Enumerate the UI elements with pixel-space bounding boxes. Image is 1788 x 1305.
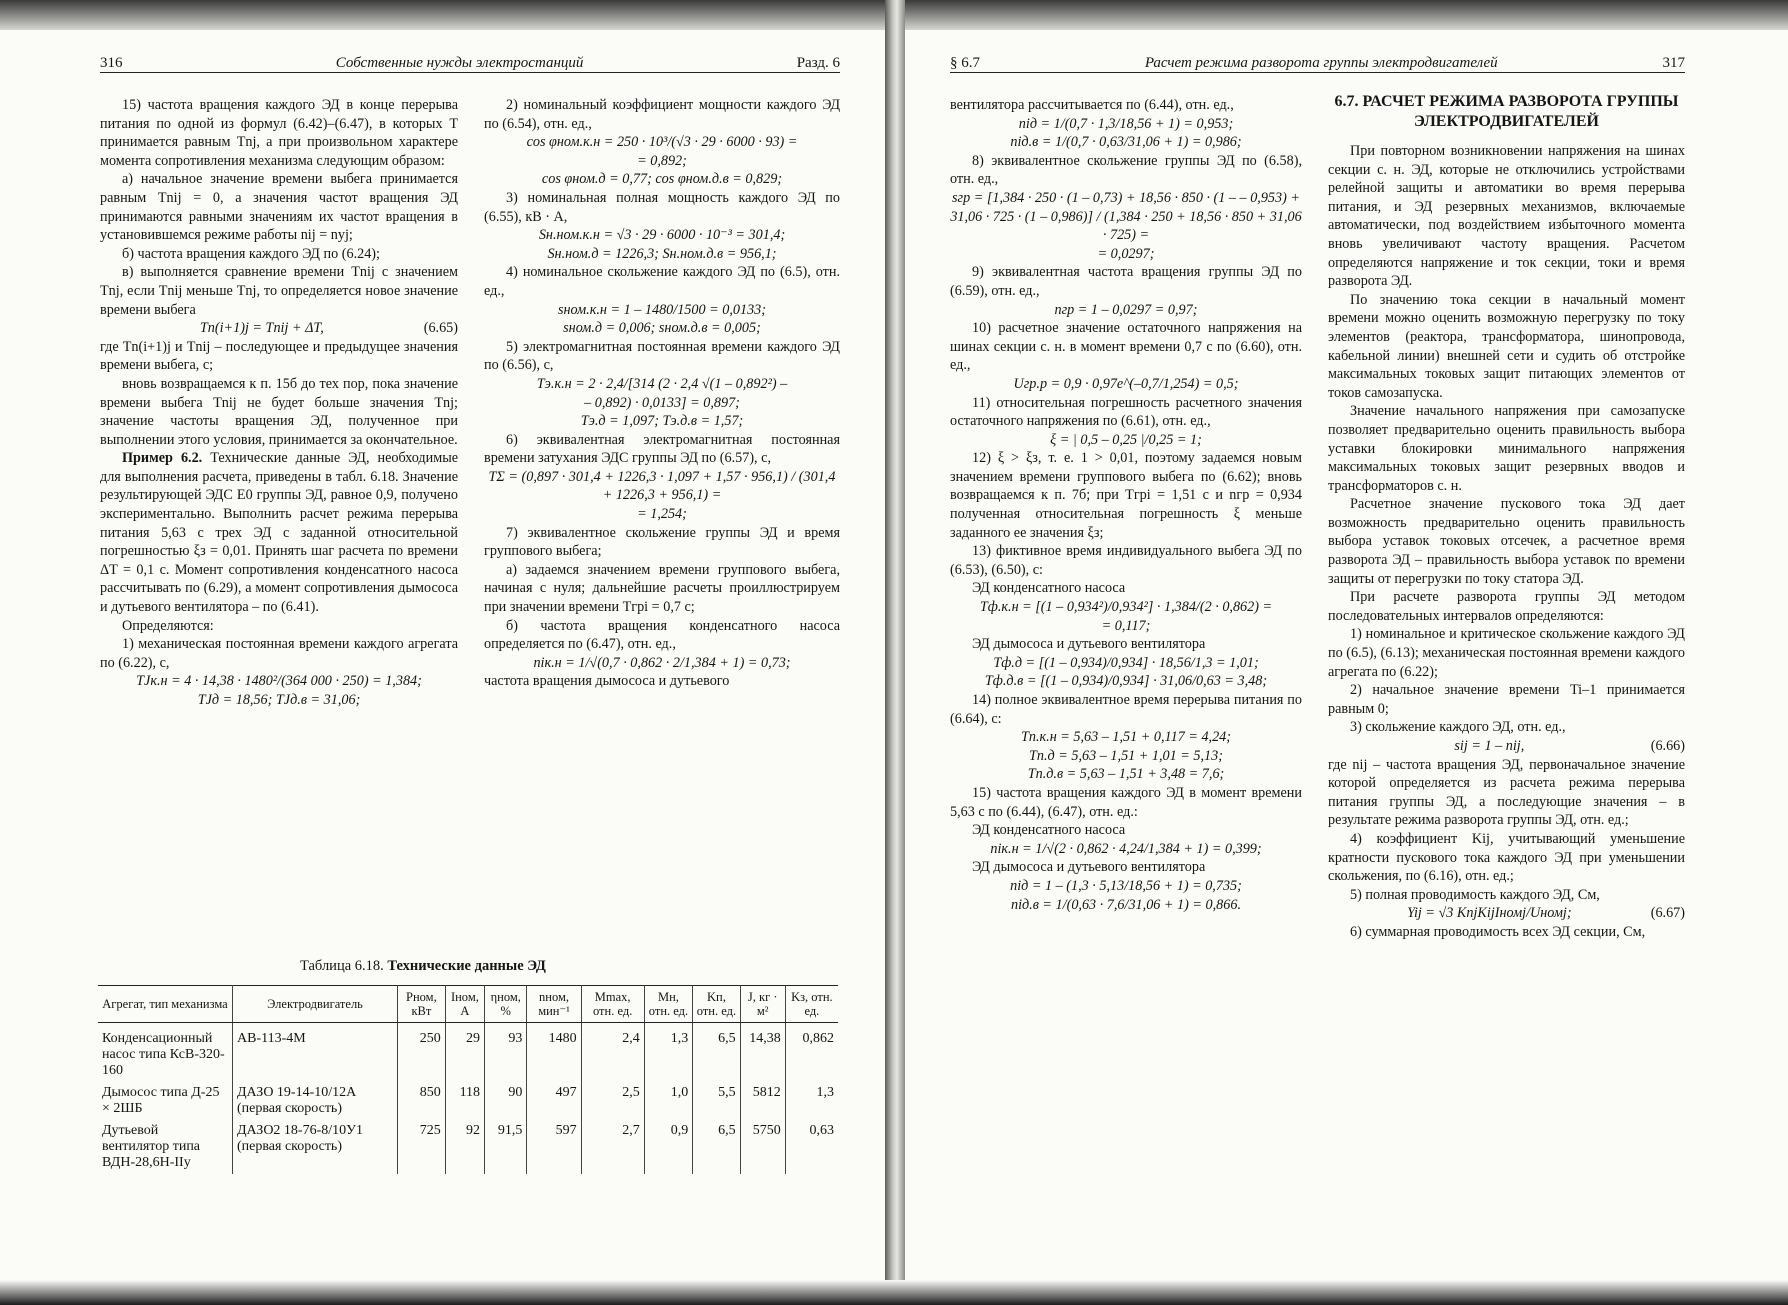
formula: sij = 1 – nij, (6.66) (1454, 738, 1685, 754)
table-cell: ДАЗО2 18-76-8/10У1 (первая скорость) (233, 1120, 398, 1174)
table-cell: 0,862 (802, 1031, 834, 1046)
table-cell: 118 (445, 1082, 484, 1120)
table-caption-title: Технические данные ЭД (387, 958, 546, 974)
formula: Tф.д = [(1 – 0,934)/0,934] · 18,56/1,3 = 1,01; (993, 654, 1259, 671)
table-cell: 93 (485, 1023, 527, 1083)
paragraph: ЭД конденсатного насоса (972, 822, 1126, 839)
technical-data-table (98, 985, 838, 1174)
left-page-number: 316 (100, 55, 123, 71)
table-row (98, 1023, 838, 1083)
left-column-1 (100, 96, 458, 710)
paragraph: 2) номинальный коэффициент мощности каждого ЭД по (6.54), отн. ед., (484, 97, 840, 132)
column-header: Kп, отн. ед. (693, 986, 740, 1023)
example-paragraph: Пример 6.2. Технические данные ЭД, необходимые для выполнения расчета, приведены в табл. 6.18. Значение результирующей ЭДС E0 группы ЭД, равное 0,9, получено экспериментально. Выполнить расчет режима перерыва питания 5,63 с трех ЭД с заданной относительной погрешностью ξз = 0,01. Принять шаг расчета по времени ΔT = 0,1 с. Момент сопротивления конденсатного насоса рассчитывать по (6.29), а момент сопротивления дымососа и дутьевого вентилятора – по (6.41). (100, 450, 459, 616)
left-header-section: Разд. 6 (796, 55, 840, 71)
table-caption-prefix: Таблица 6.18. (300, 958, 384, 974)
table-header-row (98, 986, 838, 1023)
paragraph: частота вращения дымососа и дутьевого (484, 673, 730, 690)
table-cell: 250 (398, 1023, 446, 1083)
column-header: Mmax, отн. ед. (581, 986, 644, 1023)
paragraph: При повторном возникновении напряжения на шинах секции с. н. ЭД, которые не отключились устройствами релейной защиты и автоматики во время перерыва питания, и ЭД резервных механизмов, включаемые автоматически, под воздействием избыточного момента вновь увеличивают частоту вращения. Расчетом определяются напряжение и ток секции, токи и время разворота ЭД. (1328, 143, 1685, 290)
paragraph: Значение начального напряжения при самозапуске позволяет предварительно оценить правильность выбора уставки блокировки минимального напряжения максимальных токовых защит резервных вводов и трансформаторов с. н. (1328, 403, 1685, 494)
formula-number: (6.66) (1650, 738, 1685, 754)
left-column-2 (484, 96, 840, 691)
paragraph: 8) эквивалентное скольжение группы ЭД по (6.58), отн. ед., (950, 152, 1302, 188)
table-cell: 0,63 (809, 1123, 834, 1138)
table-cell: 90 (485, 1082, 527, 1120)
formula: Sн.ном.д = 1226,3; Sн.ном.д.в = 956,1; (547, 245, 777, 262)
column-header: Агрегат, тип механизма (98, 986, 233, 1023)
paragraph: 11) относительная погрешность расчетного значения остаточного напряжения по (6.61), отн. ед., (950, 394, 1302, 430)
table-cell: 725 (398, 1120, 446, 1174)
paragraph: 4) номинальное скольжение каждого ЭД по (6.5), отн. ед., (484, 264, 840, 299)
right-header-title: Расчет режима разворота группы электродвигателей (1144, 55, 1498, 71)
table-cell: 2,7 (581, 1120, 644, 1174)
table-cell: ДАЗО 19-14-10/12А (первая скорость) (233, 1082, 398, 1120)
paragraph: Определяются: (122, 617, 214, 634)
formula: Tп.д.в = 5,63 – 1,51 + 3,48 = 7,6; (1027, 766, 1225, 783)
formula-number: (6.65) (423, 320, 458, 337)
formula: Tп.д = 5,63 – 1,51 + 1,01 = 5,13; (1029, 747, 1223, 764)
formula: TJд = 18,56; TJд.в = 31,06; (197, 692, 361, 708)
formula: sном.д = 0,006; sном.д.в = 0,005; (563, 320, 761, 337)
formula: – 0,892) · 0,0133] = 0,897; (584, 394, 740, 411)
formula: niд.в = 1/(0,63 · 7,6/31,06 + 1) = 0,866. (1010, 896, 1242, 913)
paragraph: вентилятора рассчитывается по (6.44), отн. ед., (950, 97, 1234, 113)
table-cell: Дутьевой вентилятор типа ВДН-28,6Н-IIу (98, 1120, 233, 1174)
table-cell: 5,5 (693, 1082, 740, 1120)
left-running-head (100, 50, 840, 73)
table-cell: 1480 (527, 1023, 581, 1083)
paragraph: ЭД дымососа и дутьевого вентилятора (972, 636, 1206, 653)
table-caption (300, 958, 546, 975)
formula: niд = 1 – (1,3 · 5,13/18,56 + 1) = 0,735; (1010, 877, 1242, 894)
formula: Yij = √3 KпjKijIномj/Uномj; (6.67) (1407, 905, 1685, 922)
column-header: ηном, % (485, 986, 527, 1023)
paragraph: 3) номинальная полная мощность каждого ЭД по (6.55), кВ · А, (484, 189, 840, 225)
table-cell: 5812 (740, 1082, 785, 1120)
formula: ξ = | 0,5 – 0,25 |/0,25 = 1; (1050, 431, 1202, 448)
table-cell: 1,0 (644, 1082, 693, 1120)
table-row (98, 1120, 838, 1174)
formula: sном.к.н = 1 – 1480/1500 = 0,0133; (558, 301, 766, 318)
table-cell: 1,3 (816, 1085, 834, 1100)
formula: TJк.н = 4 · 14,38 · 1480²/(364 000 · 250) = 1,384; (136, 673, 422, 690)
column-header: Электродвигатель (233, 986, 398, 1023)
formula: TΣ = (0,897 · 301,4 + 1226,3 · 1,097 + 1,57 · 956,1) / (301,4 + 1226,3 + 956,1) = (488, 468, 836, 504)
column-header: nном, мин⁻¹ (527, 986, 581, 1023)
formula: Uгр.р = 0,9 · 0,97e^(–0,7/1,254) = 0,5; (1013, 375, 1239, 392)
paragraph: ЭД конденсатного насоса (972, 580, 1126, 597)
table-cell: Конденсационный насос типа КсВ-320-160 (98, 1023, 233, 1083)
paragraph: 1) механическая постоянная времени каждого агрегата по (6.22), с, (100, 636, 458, 671)
paragraph: вновь возвращаемся к п. 15б до тех пор, пока значение времени выбега Tnij не будет больше значения Tnj; значение частоты вращения ЭД, полученное при выполнении этого условия, принимается за окончательное. (100, 375, 458, 448)
table-cell: Дымосос типа Д-25 × 2ШБ (98, 1082, 233, 1120)
table-cell: 14,38 (740, 1023, 785, 1083)
paragraph: где Tn(i+1)j и Tnij – последующее и предыдущее значения времени выбега, с; (100, 338, 458, 374)
table-cell: 497 (527, 1082, 581, 1120)
table-cell: 1,3 (644, 1023, 693, 1083)
formula: niк.н = 1/√(0,7 · 0,862 · 2/1,384 + 1) = 0,73; (533, 654, 791, 671)
scan-bottom-edge (0, 1280, 1788, 1305)
paragraph: а) задаемся значением времени группового выбега, начиная с нуля; дальнейшие расчеты проиллюстрируем при значении времени Tгрi = 0,7 с; (484, 561, 840, 616)
table-cell: 2,4 (581, 1023, 644, 1083)
right-header-section: § 6.7 (950, 55, 980, 71)
right-running-head (950, 50, 1685, 73)
paragraph: 4) коэффициент Kij, учитывающий уменьшение кратности пускового тока каждого ЭД при уменьшении скольжения, по (6.16), отн. ед.; (1328, 830, 1685, 885)
table-cell: 597 (527, 1120, 581, 1174)
formula: cos φном.д = 0,77; cos φном.д.в = 0,829; (541, 171, 783, 188)
paragraph: Расчетное значение пускового тока ЭД дает возможность предварительно оценить правильность выбора уставок токовых отсечек, а расчетное время разворота ЭД – правильность выбора уставок по времени защиты от перегрузки по току статора ЭД. (1328, 496, 1685, 587)
formula: niк.н = 1/√(2 · 0,862 · 4,24/1,384 + 1) = 0,399; (990, 840, 1262, 857)
table-cell: 5750 (740, 1120, 785, 1174)
table-cell: 6,5 (693, 1120, 740, 1174)
paragraph: При расчете разворота группы ЭД методом последовательных интервалов определяются: (1328, 589, 1685, 624)
table-cell: 92 (445, 1120, 484, 1174)
left-header-title: Собственные нужды электростанций (335, 55, 584, 71)
table-cell: 2,5 (581, 1082, 644, 1120)
paragraph: 5) полная проводимость каждого ЭД, См, (1350, 886, 1600, 903)
paragraph: 5) электромагнитная постоянная времени каждого ЭД по (6.56), с, (484, 338, 840, 374)
formula: niд = 1/(0,7 · 1,3/18,56 + 1) = 0,953; (1018, 115, 1234, 132)
formula: Tn(i+1)j = Tnij + ΔT, (6.65) (199, 320, 458, 337)
paragraph: По значению тока секции в начальный момент времени можно оценить возможную перегрузку по току элементов (реактора, трансформатора, шинопровода, кабельной линии) внешней сети и судить об отстройке максимальных токовых защит питающих элементов от токов самозапуска. (1328, 291, 1685, 401)
column-header: Pном, кВт (398, 986, 446, 1023)
formula: Tф.к.н = [(1 – 0,934²)/0,934²] · 1,384/(2 · 0,862) = (979, 599, 1273, 616)
paragraph: 12) ξ > ξз, т. е. 1 > 0,01, поэтому задаемся новым значением времени группового выбега по (6.62); вновь возвращаемся к п. 7б; при Tгрi = 1,51 с и nгр = 0,934 полученная относительная погрешность ξ меньше заданного ее значения ξз; (950, 450, 1302, 541)
table-cell: 6,5 (693, 1023, 740, 1083)
book-gutter (885, 0, 905, 1305)
paragraph: 6) суммарная проводимость всех ЭД секции, См, (1350, 923, 1646, 940)
paragraph: 6) эквивалентная электромагнитная постоянная времени затухания ЭДС группы ЭД по (6.57), с, (484, 431, 840, 467)
paragraph: в) выполняется сравнение времени Tnij с значением Tnj, если Tnij меньше Tnj, то определяется новое значение времени выбега (100, 264, 458, 318)
formula: Sн.ном.к.н = √3 · 29 · 6000 · 10⁻³ = 301,4; (538, 227, 786, 244)
paragraph: б) частота вращения каждого ЭД по (6.24); (122, 245, 380, 262)
formula: = 0,892; (637, 152, 687, 169)
formula-number: (6.67) (1650, 905, 1685, 922)
table-cell: АВ-113-4М (233, 1023, 398, 1083)
formula: Tэ.д = 1,097; Tэ.д.в = 1,57; (580, 413, 744, 430)
paragraph: 2) начальное значение времени Ti–1 принимается равным 0; (1328, 682, 1685, 717)
column-header: Mн, отн. ед. (644, 986, 693, 1023)
table-cell: 850 (398, 1082, 446, 1120)
paragraph: 13) фиктивное время индивидуального выбега ЭД по (6.53), (6.50), с: (950, 543, 1302, 578)
formula: = 1,254; (637, 506, 687, 523)
formula: = 0,0297; (1097, 245, 1155, 262)
formula: Tп.к.н = 5,63 – 1,51 + 0,117 = 4,24; (1020, 729, 1232, 746)
table-cell: 0,9 (644, 1120, 693, 1174)
formula: nгр = 1 – 0,0297 = 0,97; (1054, 301, 1198, 318)
column-header: Kз, отн. ед. (785, 986, 838, 1023)
paragraph: ЭД дымососа и дутьевого вентилятора (972, 859, 1206, 876)
table-cell: 91,5 (485, 1120, 527, 1174)
paragraph: где nij – частота вращения ЭД, первоначальное значение которой определяется из расчета режима перерыва питания группы ЭД, а последующие значения – в результате режима разворота группы ЭД, отн. ед.; (1328, 756, 1685, 829)
paragraph: а) начальное значение времени выбега принимается равным Tnij = 0, а значения частот вращения ЭД принимаются равными значениям их частот вращения в установившемся режиме работы nij = nyj; (100, 171, 458, 244)
paragraph: 14) полное эквивалентное время перерыва питания по (6.64), с: (950, 692, 1302, 727)
paragraph: б) частота вращения конденсатного насоса определяется по (6.47), отн. ед., (484, 617, 840, 653)
formula: Tэ.к.н = 2 · 2,4/[314 (2 · 2,4 √(1 – 0,892²) – (536, 375, 788, 392)
paragraph: 9) эквивалентная частота вращения группы ЭД по (6.59), отн. ед., (950, 264, 1302, 299)
formula: = 0,117; (1101, 617, 1151, 634)
right-column-2 (1328, 92, 1685, 942)
table-row (98, 1082, 838, 1120)
formula: Tф.д.в = [(1 – 0,934)/0,934] · 31,06/0,63 = 3,48; (984, 673, 1268, 690)
paragraph: 10) расчетное значение остаточного напряжения на шинах секции с. н. в момент времени 0,7 с по (6.60), отн. ед., (950, 320, 1302, 374)
formula: niд.в = 1/(0,7 · 0,63/31,06 + 1) = 0,986; (1010, 134, 1242, 151)
example-label: Пример 6.2. (122, 450, 203, 467)
right-column-1 (950, 96, 1302, 914)
paragraph: 15) частота вращения каждого ЭД в момент времени 5,63 с по (6.44), (6.47), отн. ед.: (950, 784, 1302, 820)
column-header: J, кг · м² (740, 986, 785, 1023)
paragraph: 3) скольжение каждого ЭД, отн. ед., (1350, 719, 1566, 736)
right-page-number: 317 (1662, 55, 1685, 71)
formula: cos φном.к.н = 250 · 10³/(√3 · 29 · 6000 · 93) = (526, 134, 798, 151)
section-heading: 6.7. РАСЧЕТ РЕЖИМА РАЗВОРОТА ГРУППЫ ЭЛЕКТРОДВИГАТЕЛЕЙ (1334, 93, 1679, 130)
paragraph: 7) эквивалентное скольжение группы ЭД и время группового выбега; (484, 524, 840, 560)
paragraph: 1) номинальное и критическое скольжение каждого ЭД по (6.5), (6.13); механическая постоянная времени каждого агрегата по (6.22); (1328, 626, 1685, 680)
paragraph: 15) частота вращения каждого ЭД в конце перерыва питания по одной из формул (6.42)–(6.47), в которых T принимается равным Tnj, а при произвольном характере момента сопротивления механизма следующим образом: (100, 97, 458, 169)
formula: sгр = [1,384 · 250 · (1 – 0,73) + 18,56 · 850 · (1 – – 0,953) + 31,06 · 725 · (1 – 0,986)] / (1,384 · 250 + 18,56 · 850 + 31,06 · 725) = (950, 189, 1302, 244)
column-header: Iном, А (445, 986, 484, 1023)
table-cell: 29 (445, 1023, 484, 1083)
